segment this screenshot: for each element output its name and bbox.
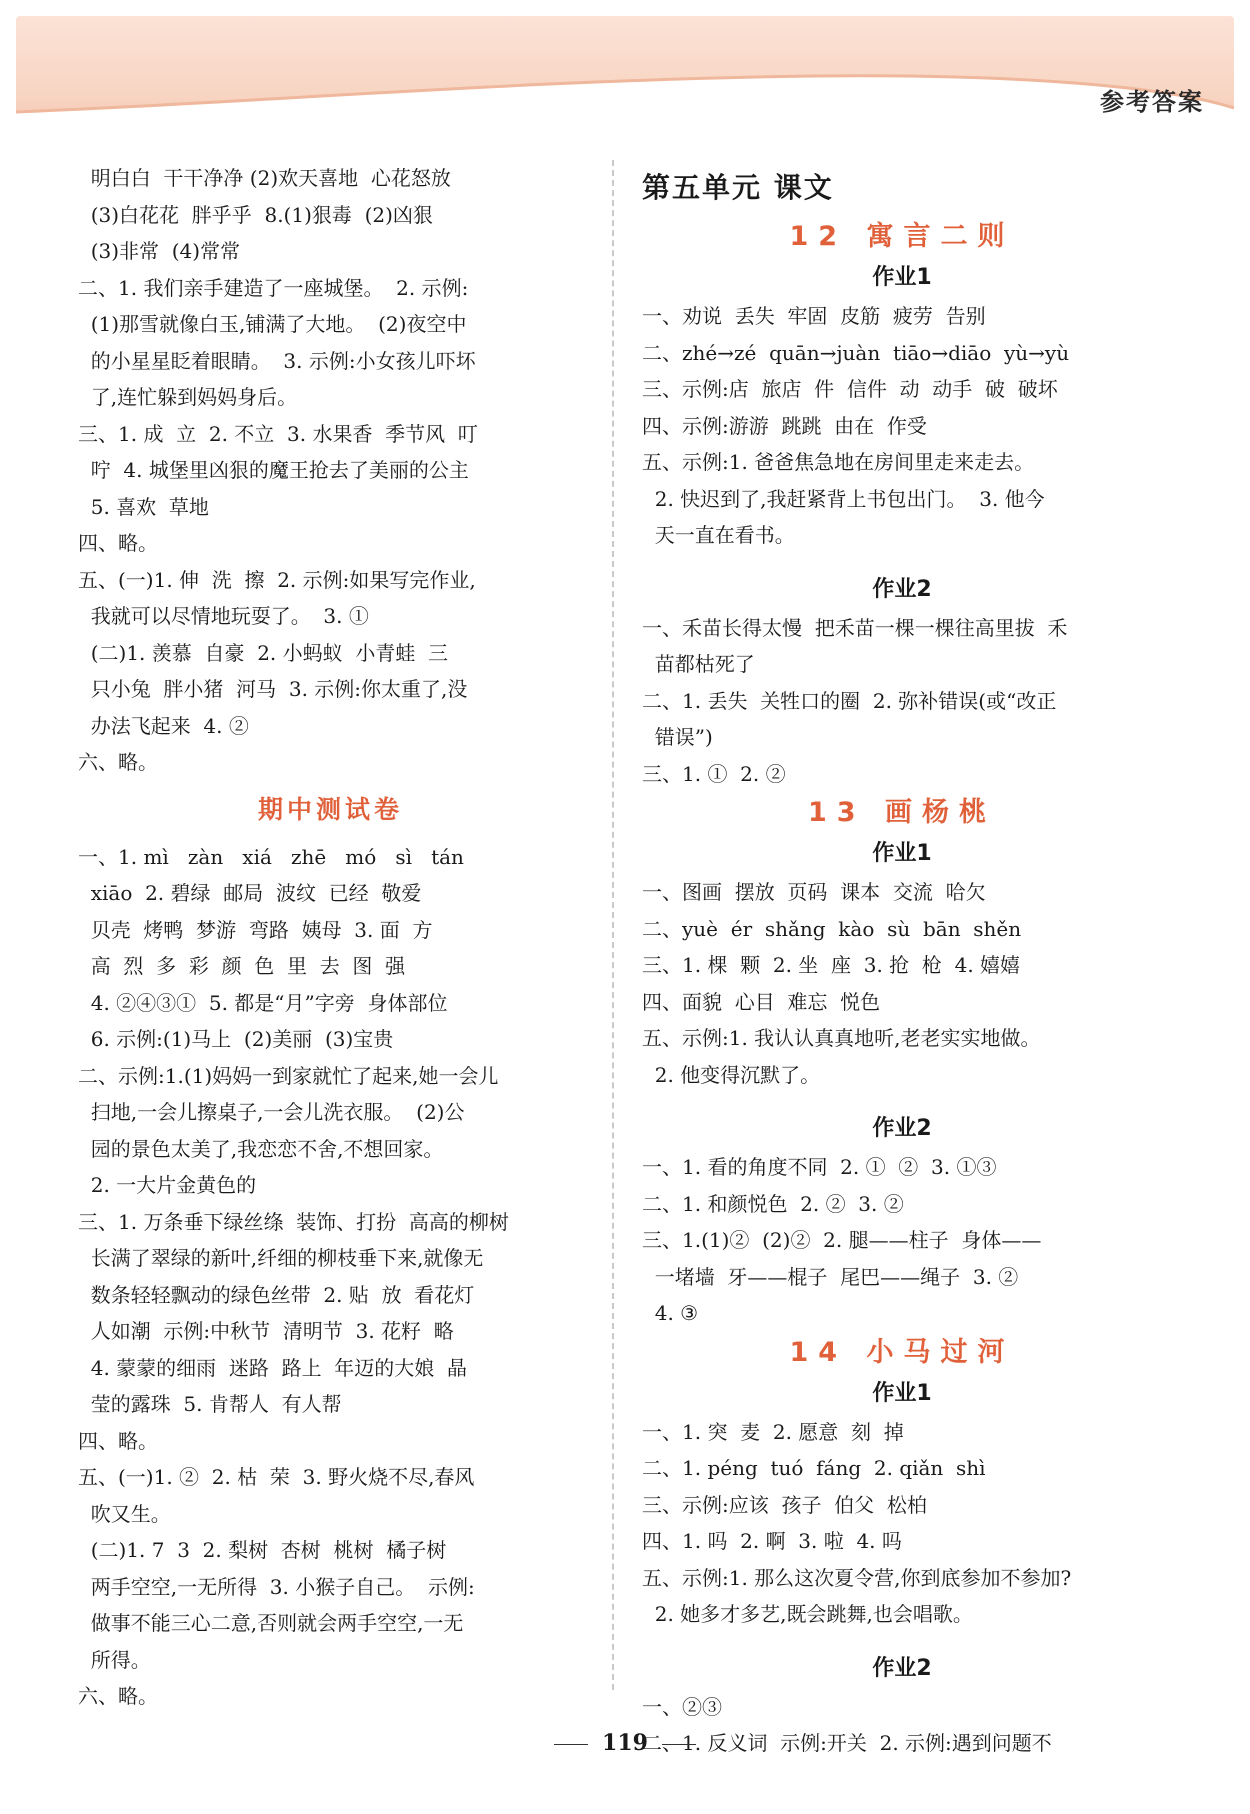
page-number-left-dash bbox=[554, 1744, 588, 1745]
answer-line: 苗都枯死了 bbox=[642, 652, 755, 676]
answer-line: 2. 她多才多艺,既会跳舞,也会唱歌。 bbox=[642, 1602, 973, 1626]
answer-line: 二、1. 和颜悦色 2. ② 3. ② bbox=[642, 1191, 904, 1216]
answer-line: 一、劝说 丢失 牢固 皮筋 疲劳 告别 bbox=[642, 304, 986, 328]
answer-line: 三、1. ① 2. ② bbox=[642, 761, 786, 786]
homework-title: 作业1 bbox=[872, 265, 932, 290]
page-number-right-dash bbox=[662, 1744, 696, 1745]
answer-line: 了,连忙躲到妈妈身后。 bbox=[78, 385, 298, 409]
answer-line: (1)那雪就像白玉,铺满了大地。 (2)夜空中 bbox=[78, 312, 467, 336]
answer-line: 一、1. mì zàn xiá zhē mó sì tán bbox=[78, 844, 464, 869]
answer-line: 2. 快迟到了,我赶紧背上书包出门。 3. 他今 bbox=[642, 486, 1045, 511]
answer-line: (二)1. 羡慕 自豪 2. 小蚂蚁 小青蛙 三 bbox=[78, 640, 449, 665]
answer-line: 五、(一)1. 伸 洗 擦 2. 示例:如果写完作业, bbox=[78, 567, 476, 592]
header-label: 参考答案 bbox=[1100, 88, 1204, 116]
answer-line: (3)非常 (4)常常 bbox=[78, 239, 241, 263]
homework-title: 作业2 bbox=[872, 1116, 932, 1141]
homework-title: 作业2 bbox=[872, 576, 932, 602]
answer-line: 一、1. 看的角度不同 2. ① ② 3. ①③ bbox=[642, 1155, 997, 1179]
answer-line: 2. 他变得沉默了。 bbox=[642, 1062, 821, 1087]
answer-line: 咛 4. 城堡里凶狠的魔王抢去了美丽的公主 bbox=[78, 458, 469, 482]
column-divider bbox=[612, 160, 614, 1690]
answer-line: 园的景色太美了,我恋恋不舍,不想回家。 bbox=[78, 1136, 444, 1161]
answer-line: 四、1. 吗 2. 啊 3. 啦 4. 吗 bbox=[642, 1529, 902, 1553]
answer-line: (二)1. 7 3 2. 梨树 杏树 桃树 橘子树 bbox=[78, 1538, 447, 1562]
midterm-title: 期中测试卷 bbox=[257, 794, 403, 824]
answer-line: 两手空空,一无所得 3. 小猴子自己。 示例: bbox=[78, 1574, 475, 1599]
answer-line: 高 烈 多 彩 颜 色 里 去 图 强 bbox=[78, 954, 406, 978]
answer-line: 三、示例:店 旅店 件 信件 动 动手 破 破坏 bbox=[642, 377, 1058, 401]
answer-line: (3)白花花 胖乎乎 8.(1)狠毒 (2)凶狠 bbox=[78, 202, 433, 227]
left-column bbox=[78, 160, 583, 1715]
answer-line: 错误”) bbox=[642, 725, 713, 749]
unit-title: 第五单元 课文 bbox=[642, 171, 834, 204]
answer-line: 三、1. 棵 颗 2. 坐 座 3. 抢 枪 4. 嬉嬉 bbox=[642, 953, 1021, 977]
answer-line: 三、1.(1)② (2)② 2. 腿——柱子 身体—— bbox=[642, 1228, 1042, 1252]
right-column bbox=[642, 160, 1162, 1762]
answer-line: 四、略。 bbox=[78, 1428, 158, 1453]
answer-line: 三、1. 成 立 2. 不立 3. 水果香 季节风 叮 bbox=[78, 421, 478, 446]
answer-line: 三、示例:应该 孩子 伯父 松柏 bbox=[642, 1492, 927, 1517]
answer-line: 二、1. 反义词 示例:开关 2. 示例:遇到问题不 bbox=[642, 1731, 1052, 1755]
answer-line: 一、禾苗长得太慢 把禾苗一棵一棵往高里拔 禾 bbox=[642, 615, 1068, 640]
answer-line: 人如潮 示例:中秋节 清明节 3. 花籽 略 bbox=[78, 1319, 454, 1343]
answer-line: 二、1. 我们亲手建造了一座城堡。 2. 示例: bbox=[78, 275, 469, 300]
answer-line: 四、示例:游游 跳跳 由在 作受 bbox=[642, 413, 927, 438]
answer-line: 六、略。 bbox=[78, 750, 158, 774]
lesson-12 bbox=[642, 216, 1162, 792]
answers-block-2 bbox=[78, 839, 583, 1715]
lesson-title: 13 画杨桃 bbox=[808, 797, 996, 828]
answer-line: 五、示例:1. 我认认真真地听,老老实实地做。 bbox=[642, 1026, 1041, 1050]
answer-line: xiāo 2. 碧绿 邮局 波纹 已经 敬爱 bbox=[78, 881, 422, 905]
answer-line: 只小兔 胖小猪 河马 3. 示例:你太重了,没 bbox=[78, 677, 468, 701]
answer-line: 一堵墙 牙——棍子 尾巴——绳子 3. ② bbox=[642, 1264, 1019, 1289]
answer-line: 四、面貌 心目 难忘 悦色 bbox=[642, 989, 881, 1014]
page-number-footer bbox=[0, 1730, 1250, 1756]
header-banner bbox=[16, 16, 1234, 128]
lesson-14 bbox=[642, 1332, 1162, 1762]
lesson-title: 12 寓言二则 bbox=[789, 221, 1015, 252]
answer-line: 一、图画 摆放 页码 课本 交流 哈欠 bbox=[642, 880, 986, 904]
page-number: 119 bbox=[602, 1730, 648, 1756]
answer-line: 4. ③ bbox=[642, 1301, 699, 1325]
answer-line: 五、示例:1. 那么这次夏令营,你到底参加不参加? bbox=[642, 1565, 1072, 1590]
answer-line: 办法飞起来 4. ② bbox=[78, 713, 249, 738]
answer-line: 二、1. 丢失 关牲口的圈 2. 弥补错误(或“改正 bbox=[642, 688, 1057, 713]
answer-line: 五、示例:1. 爸爸焦急地在房间里走来走去。 bbox=[642, 450, 1035, 474]
banner-curve-decoration bbox=[16, 16, 1234, 128]
answer-line: 数条轻轻飘动的绿色丝带 2. 贴 放 看花灯 bbox=[78, 1282, 475, 1307]
homework-title: 作业2 bbox=[872, 1655, 932, 1681]
answer-line: 5. 喜欢 草地 bbox=[78, 494, 209, 519]
answer-line: 一、1. 突 麦 2. 愿意 刻 掉 bbox=[642, 1419, 904, 1444]
answer-line: 二、yuè ér shǎng kào sù bān shěn bbox=[642, 916, 1022, 941]
answer-line: 做事不能三心二意,否则就会两手空空,一无 bbox=[78, 1611, 464, 1635]
answer-line: 天一直在看书。 bbox=[642, 523, 795, 547]
answer-line: 莹的露珠 5. 肯帮人 有人帮 bbox=[78, 1392, 342, 1416]
answer-line: 一、②③ bbox=[642, 1694, 722, 1719]
answer-line: 6. 示例:(1)马上 (2)美丽 (3)宝贵 bbox=[78, 1027, 394, 1051]
homework-title: 作业1 bbox=[872, 1380, 932, 1406]
answer-line: 扫地,一会儿擦桌子,一会儿洗衣服。 (2)公 bbox=[78, 1100, 465, 1124]
answer-line: 长满了翠绿的新叶,纤细的柳枝垂下来,就像无 bbox=[78, 1246, 484, 1270]
answer-line: 的小星星眨着眼睛。 3. 示例:小女孩儿吓坏 bbox=[78, 348, 476, 373]
answer-line: 二、示例:1.(1)妈妈一到家就忙了起来,她一会儿 bbox=[78, 1063, 499, 1088]
answer-line: 二、zhé→zé quān→juàn tiāo→diāo yù→yù bbox=[642, 340, 1070, 365]
answer-line: 吹又生。 bbox=[78, 1501, 171, 1526]
answer-line: 2. 一大片金黄色的 bbox=[78, 1173, 257, 1197]
answer-line: 我就可以尽情地玩耍了。 3. ① bbox=[78, 604, 369, 628]
answer-line: 所得。 bbox=[78, 1647, 151, 1672]
answer-line: 六、略。 bbox=[78, 1684, 158, 1708]
answer-line: 四、略。 bbox=[78, 531, 158, 555]
answer-line: 贝壳 烤鸭 梦游 弯路 姨母 3. 面 方 bbox=[78, 917, 433, 942]
homework-title: 作业1 bbox=[872, 841, 932, 866]
lesson-13 bbox=[642, 792, 1162, 1332]
answer-line: 明白白 干干净净 (2)欢天喜地 心花怒放 bbox=[78, 166, 451, 190]
answer-line: 二、1. péng tuó fáng 2. qiǎn shì bbox=[642, 1456, 986, 1480]
answer-line: 4. ②④③① 5. 都是“月”字旁 身体部位 bbox=[78, 990, 448, 1015]
lesson-title: 14 小马过河 bbox=[789, 1336, 1015, 1368]
answer-line: 五、(一)1. ② 2. 枯 荣 3. 野火烧不尽,春风 bbox=[78, 1465, 475, 1489]
answers-block-1 bbox=[78, 160, 583, 781]
answer-line: 三、1. 万条垂下绿丝绦 装饰、打扮 高高的柳树 bbox=[78, 1209, 509, 1234]
answer-line: 4. 蒙蒙的细雨 迷路 路上 年迈的大娘 晶 bbox=[78, 1355, 468, 1380]
